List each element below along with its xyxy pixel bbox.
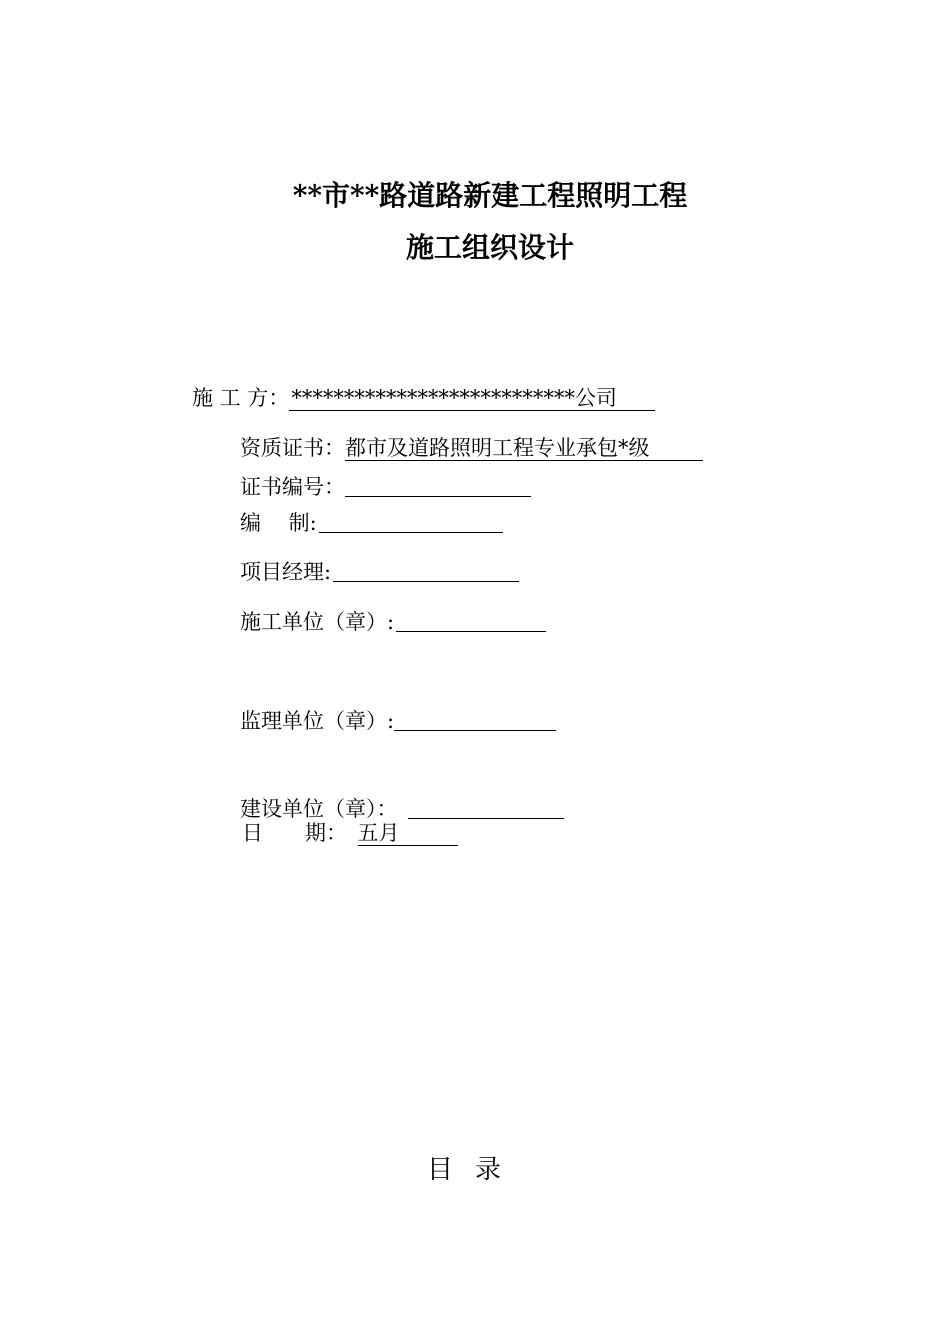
document-title-line-1: **市**路道路新建工程照明工程 <box>292 179 688 212</box>
field-supervision-unit <box>240 706 556 735</box>
field-cert-no <box>240 472 531 501</box>
field-construction-unit-value <box>396 607 546 632</box>
field-owner-unit-label: 建设单位（章）： <box>240 797 398 821</box>
field-project-manager-value <box>333 557 519 582</box>
field-date-value: 五月 <box>358 821 458 846</box>
field-construction-unit <box>240 607 546 636</box>
field-construction-unit-label: 施工单位（章）: <box>240 610 395 634</box>
field-contractor-label: 施 工 方： <box>192 386 290 410</box>
document-title-line-2: 施工组织设计 <box>405 231 574 264</box>
field-contractor-value: ***************************公司 <box>289 386 655 411</box>
field-project-manager-label: 项目经理: <box>240 560 332 584</box>
field-owner-unit-value <box>408 794 564 819</box>
field-date-label: 日 期： <box>242 821 347 845</box>
field-qualification <box>240 434 703 462</box>
field-date <box>242 819 458 847</box>
field-cert-no-label: 证书编号： <box>240 475 345 499</box>
field-compiler-label: 编 制: <box>240 511 317 535</box>
field-project-manager <box>240 557 519 586</box>
field-qualification-label: 资质证书： <box>240 436 345 460</box>
field-supervision-unit-label: 监理单位（章）: <box>240 709 395 733</box>
field-contractor <box>192 384 655 412</box>
toc-heading: 目录 <box>426 1155 523 1185</box>
field-supervision-unit-value <box>394 706 556 731</box>
field-compiler-value <box>319 508 503 533</box>
field-compiler <box>240 508 503 537</box>
field-qualification-value: 都市及道路照明工程专业承包*级 <box>345 436 703 461</box>
field-cert-no-value <box>345 472 531 497</box>
